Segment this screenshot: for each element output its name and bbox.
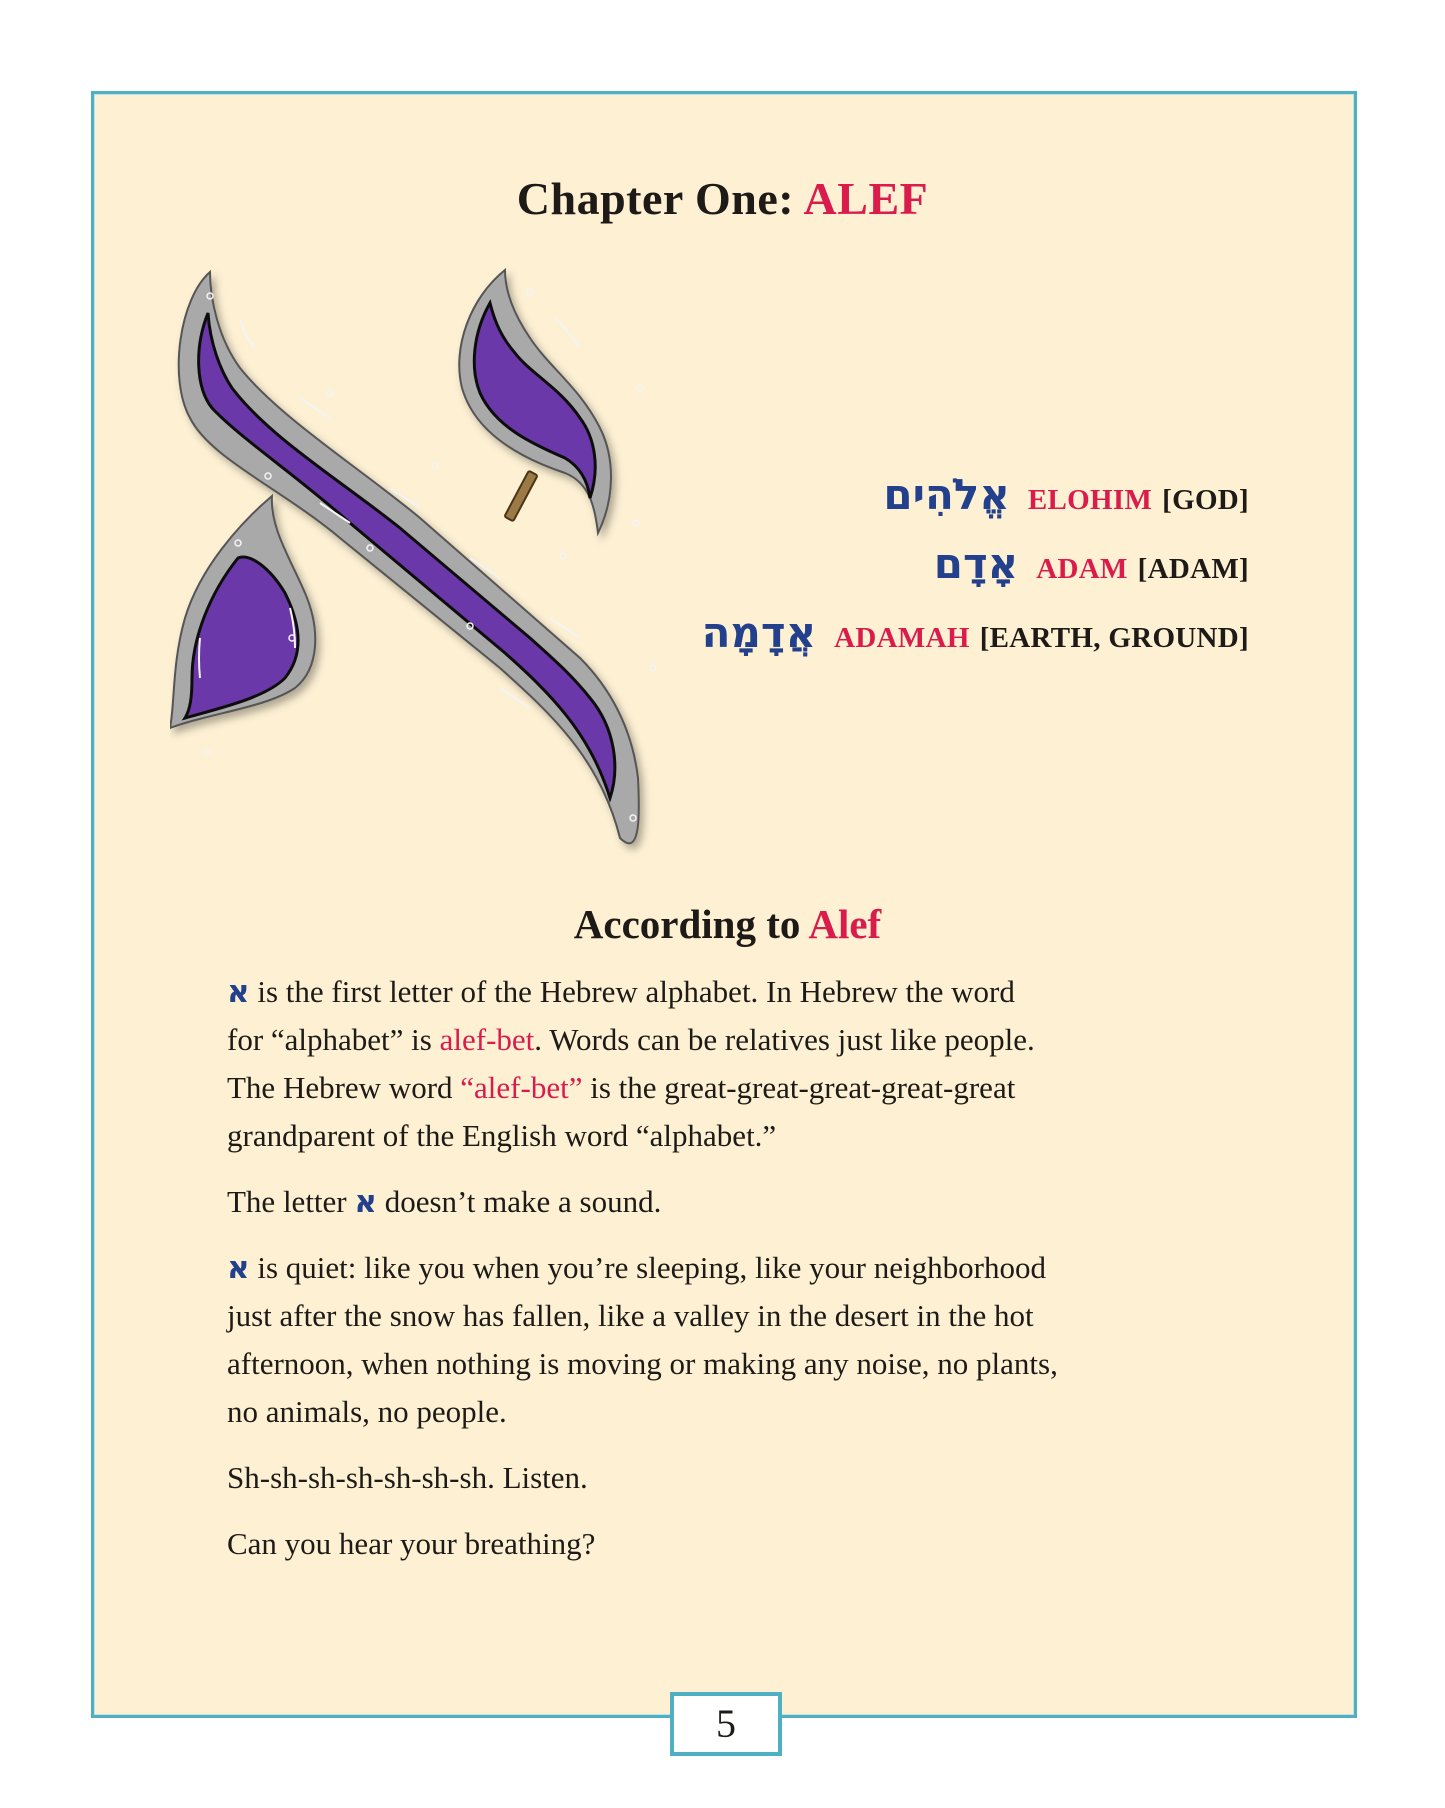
paragraph-1	[227, 968, 1237, 1160]
word-row-elohim	[702, 470, 1249, 539]
paragraph-4: Sh-sh-sh-sh-sh-sh-sh. Listen.	[227, 1460, 588, 1495]
chapter-name: ALEF	[803, 173, 929, 224]
paragraph-5: Can you hear your breathing?	[227, 1526, 596, 1561]
paragraph-2	[227, 1178, 1237, 1226]
alef-illustration-icon	[170, 258, 710, 878]
text: The Hebrew word	[227, 1070, 461, 1105]
chapter-prefix: Chapter One:	[516, 173, 804, 224]
hebrew-word: אָדָם	[933, 539, 1019, 588]
alef-glyph-icon: א	[227, 974, 250, 1010]
body-text	[227, 968, 1237, 1586]
alef-glyph-icon: א	[227, 1250, 250, 1286]
highlight-alef-bet: alef-bet	[439, 1022, 535, 1057]
text: is the great-great-great-great-great	[582, 1070, 1016, 1105]
text: The letter	[227, 1184, 355, 1219]
transliteration: ELOHIM	[1027, 484, 1153, 516]
text: is the first letter of the Hebrew alphabet. In Hebrew the word	[249, 974, 1015, 1009]
text: doesn’t make a sound.	[376, 1184, 662, 1219]
text: afternoon, when nothing is moving or making any noise, no plants,	[227, 1346, 1058, 1381]
section-name: Alef	[808, 901, 882, 947]
paragraph-3	[227, 1244, 1237, 1436]
word-row-adam	[702, 539, 1249, 608]
text: is quiet: like you when you’re sleeping, like your neighborhood	[249, 1250, 1046, 1285]
alef-word-list	[702, 470, 1249, 677]
word-row-adamah	[702, 608, 1249, 677]
transliteration: ADAM	[1036, 553, 1128, 585]
text: for “alphabet” is	[227, 1022, 440, 1057]
section-prefix: According to	[573, 901, 809, 947]
text: no animals, no people.	[227, 1394, 507, 1429]
hebrew-word: אֱלֹהִים	[883, 470, 1010, 519]
translation: [ADAM]	[1137, 553, 1249, 585]
section-title	[0, 900, 1445, 948]
page-number: 5	[670, 1692, 782, 1756]
translation: [GOD]	[1162, 484, 1249, 516]
text: grandparent of the English word “alphabet.”	[227, 1118, 777, 1153]
chapter-title	[0, 172, 1445, 225]
text: . Words can be relatives just like people.	[534, 1022, 1035, 1057]
highlight-alef-bet-quoted: “alef-bet”	[460, 1070, 583, 1105]
hebrew-word: אֲדָמָה	[701, 608, 817, 657]
translation: [EARTH, GROUND]	[979, 622, 1249, 654]
alef-glyph-icon: א	[354, 1184, 377, 1220]
transliteration: ADAMAH	[834, 622, 970, 654]
text: just after the snow has fallen, like a valley in the desert in the hot	[227, 1298, 1034, 1333]
